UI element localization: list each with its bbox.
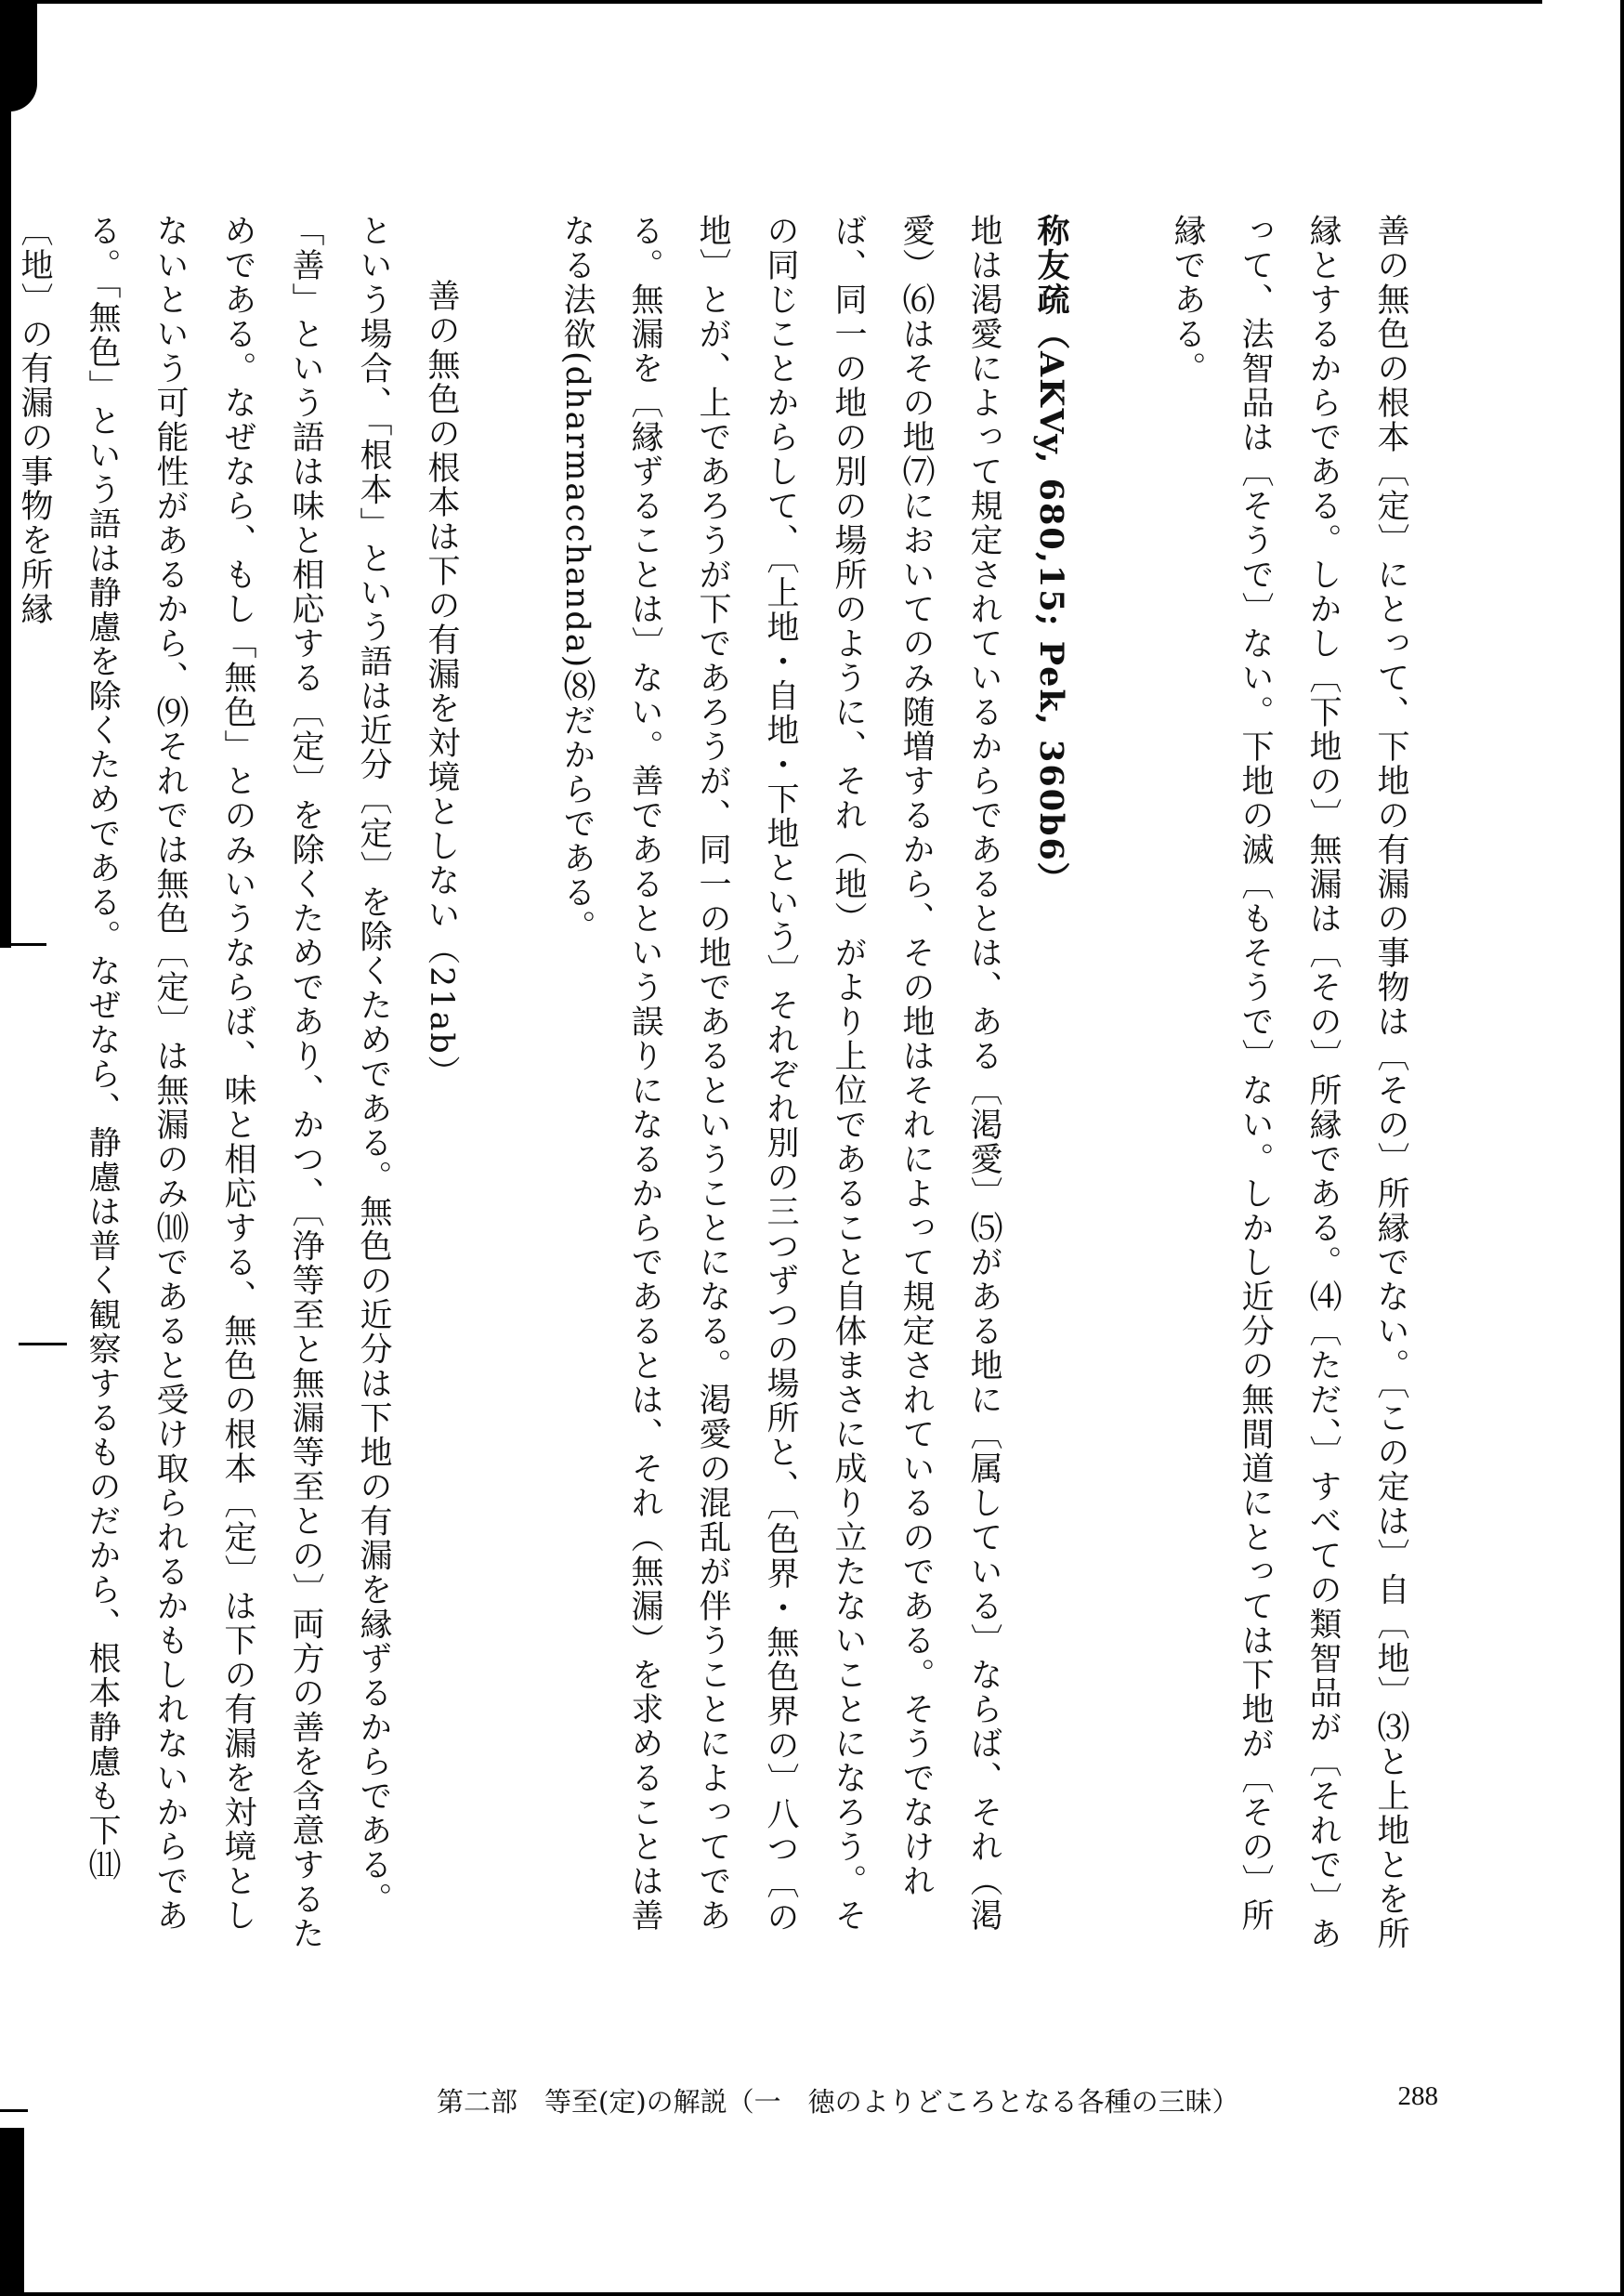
scan-blot-top-left (0, 0, 37, 112)
running-head: 第二部 等至(定)の解説（一 徳のよりどころとなる各種の三昧） (437, 2086, 1239, 2118)
section-heading: 称友疏（AKVy, 680,15; Pek, 360b6） (1032, 214, 1070, 897)
scan-line-right (1620, 0, 1624, 2296)
commentary-paragraph-1: 地は渇愛によって規定されているからであるとは、ある〔渇愛〕⑸がある地に〔属している〕ならば、それ（渇愛）⑹はその地⑺においてのみ随増するから、その地はそれによって規定されているのである。そうでなければ、同一の地の別の場所のように、それ（地）がより上位であること自体まさに成り立たないことになろう。その同じことからして、〔上地・自地・下地という〕それぞれ別の三つずつの場所と、〔色界・無色界の〕八つ〔の地〕とが、上であろうが下であろうが、同一の地であるということになる。渇愛の混乱が伴うことによってである。無漏を〔縁ずることは〕ない。善であるという誤りになるからであるとは、それ（無漏）を求めることは善なる法欲(dharmacchanda)⑻だからである。 (558, 214, 1002, 1935)
vertical-text-body (0, 214, 1424, 1951)
page-number: 288 (1397, 2081, 1438, 2111)
intro-paragraph: 善の無色の根本〔定〕にとって、下地の有漏の事物は〔その〕所縁でない。〔この定は〕自〔地〕⑶と上地とを所縁とするからである。しかし〔下地の〕無漏は〔その〕所縁である。⑷〔ただ、〕すべての類智品が〔それで〕あって、法智品は〔そうで〕ない。下地の滅〔もそうで〕ない。しかし近分の無間道にとっては下地が〔その〕所縁である。 (1169, 214, 1409, 1951)
page-footer (437, 2081, 1438, 2119)
scan-blot-bottom-left (0, 2128, 24, 2296)
scan-line-bottom (0, 2292, 1624, 2296)
verse-line: 善の無色の根本は下の有漏を対境としない（21ab） (423, 279, 460, 1090)
margin-mark-3 (0, 2109, 28, 2112)
commentary-paragraph-2: という場合、「根本」という語は近分〔定〕を除くためである。無色の近分は下地の有漏を縁ずるからである。「善」という語は味と相応する〔定〕を除くためであり、かつ、〔浄等至と無漏等至との〕両方の善を含意するためである。なぜなら、もし「無色」とのみいうならば、味と相応する、無色の根本〔定〕は下の有漏を対境としないという可能性があるから、⑼それでは無色〔定〕は無漏のみ⑽であると受け取られるかもしれないからである。「無色」という語は静慮を除くためである。なぜなら、静慮は普く観察するものだから、根本静慮も下⑾〔地〕の有漏の事物を所縁 (16, 214, 392, 1951)
scan-line-top (37, 0, 1542, 4)
